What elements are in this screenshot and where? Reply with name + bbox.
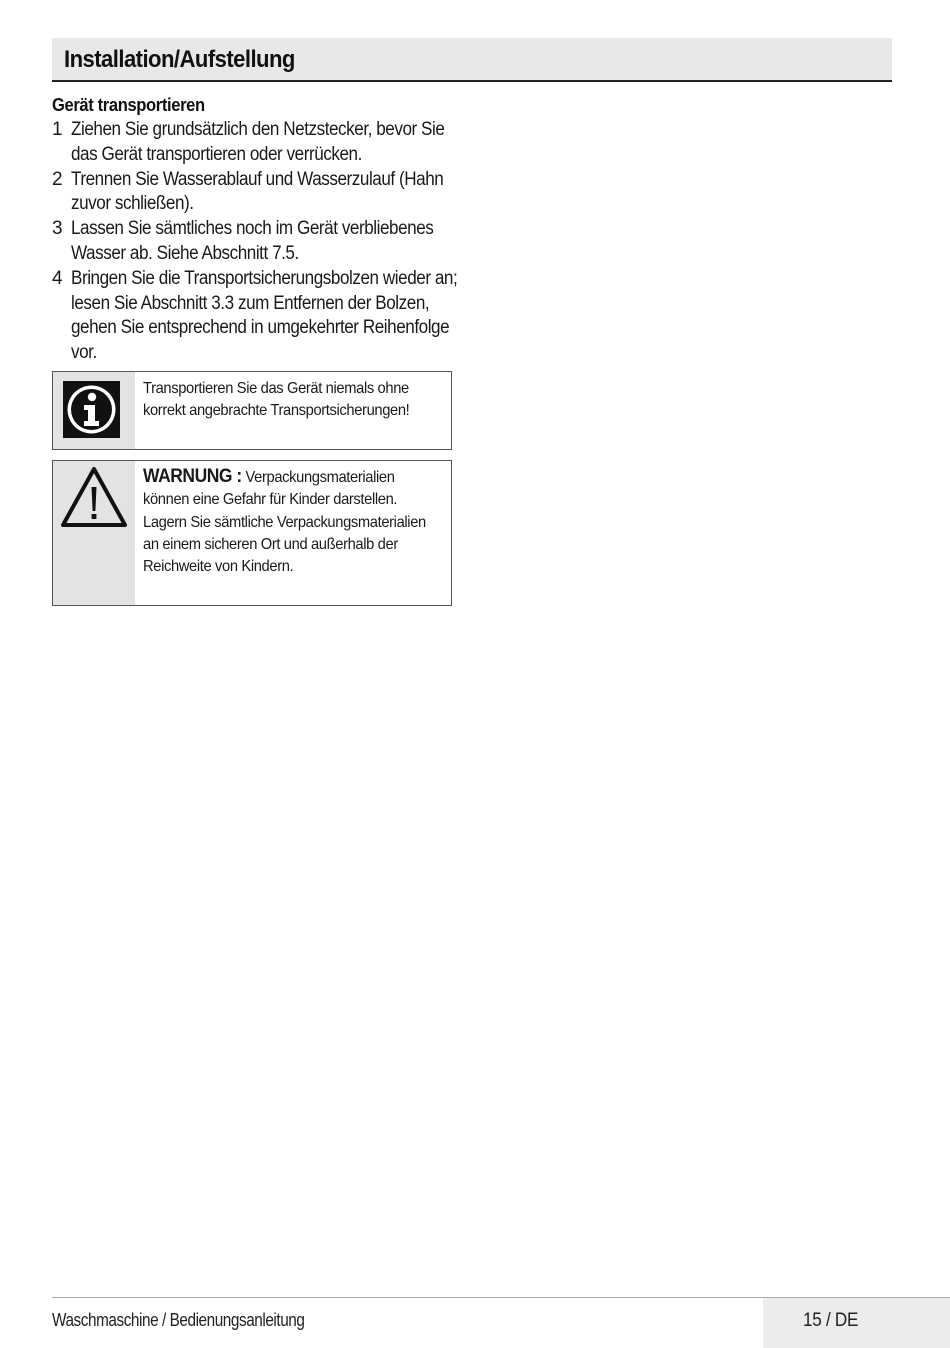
warning-notice-body xyxy=(143,466,437,578)
warning-label: WARNUNG : xyxy=(143,466,242,487)
footer-document-title: Waschmaschine / Bedienungsanleitung xyxy=(52,1310,305,1330)
list-item xyxy=(52,217,472,267)
warning-triangle-icon xyxy=(59,465,129,529)
list-item xyxy=(52,118,472,168)
section-header xyxy=(52,38,892,82)
footer-page-box xyxy=(763,1298,950,1348)
page-title: Installation/Aufstellung xyxy=(64,46,295,73)
step-text: Lassen Sie sämtliches noch im Gerät verbliebenes Wasser ab. Siehe Abschnitt 7.5. xyxy=(71,218,434,264)
step-number: 1 xyxy=(52,119,63,140)
notice-icon-column xyxy=(53,372,135,449)
info-icon xyxy=(63,381,120,438)
warning-notice-text: Verpackungsmaterialien können eine Gefahr für Kinder darstellen. Lagern Sie sämtliche Verpackungsmaterialien an einem sicheren Ort und außerhalb der Reichweite von Kindern. xyxy=(143,469,426,576)
section-subheading: Gerät transportieren xyxy=(52,95,205,115)
notice-icon-column xyxy=(53,461,135,605)
info-notice xyxy=(52,371,452,450)
step-text: Bringen Sie die Transportsicherungsbolzen wieder an; lesen Sie Abschnitt 3.3 zum Entfernen der Bolzen, gehen Sie entsprechend in umgekehrter Reihenfolge vor. xyxy=(71,267,458,364)
warning-notice xyxy=(52,460,452,606)
step-number: 4 xyxy=(52,267,63,289)
step-number: 3 xyxy=(52,218,63,240)
page-number: 15 / DE xyxy=(803,1310,859,1331)
step-number: 2 xyxy=(52,168,63,190)
list-item xyxy=(52,168,472,218)
list-item xyxy=(52,267,472,366)
step-text: Trennen Sie Wasserablauf und Wasserzulauf (Hahn zuvor schließen). xyxy=(71,168,444,215)
steps-list xyxy=(52,118,472,366)
content-column xyxy=(52,94,472,366)
info-notice-text: Transportieren Sie das Gerät niemals ohne korrekt angebrachte Transportsicherungen! xyxy=(143,380,410,420)
step-text: Ziehen Sie grundsätzlich den Netzstecker, bevor Sie das Gerät transportieren oder verrücken. xyxy=(71,119,445,165)
